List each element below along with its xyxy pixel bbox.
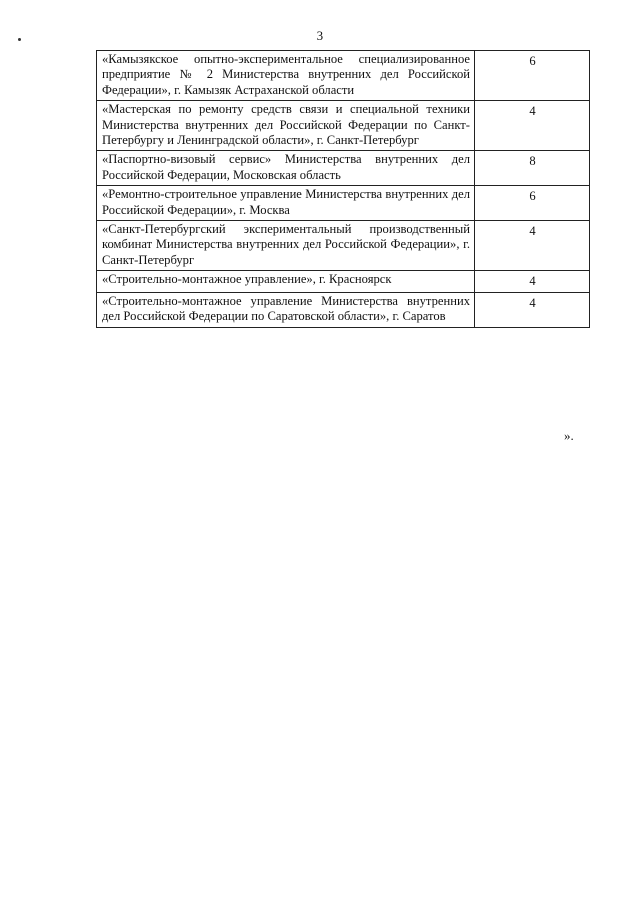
table-row	[97, 221, 590, 271]
table-row	[97, 186, 590, 221]
organization-count: 6	[475, 186, 590, 221]
organization-name: «Камызякское опытно-экспериментальное специализированное предприятие № 2 Министерства внутренних дел Российской Федерации», г. Камызяк Астраханской области	[97, 51, 475, 101]
organization-name: «Строительно-монтажное управление Министерства внутренних дел Российской Федерации по Саратовской области», г. Саратов	[97, 292, 475, 327]
organization-count: 4	[475, 292, 590, 327]
table-row	[97, 101, 590, 151]
scan-speck	[18, 38, 21, 41]
organization-count: 8	[475, 151, 590, 186]
organization-name: «Мастерская по ремонту средств связи и специальной техники Министерства внутренних дел Российской Федерации по Санкт-Петербургу и Ленинградской области», г. Санкт-Петербург	[97, 101, 475, 151]
organization-name: «Санкт-Петербургский экспериментальный производственный комбинат Министерства внутренних дел Российской Федерации», г. Санкт-Петербург	[97, 221, 475, 271]
table-row	[97, 151, 590, 186]
organization-count: 4	[475, 271, 590, 292]
organizations-table	[96, 50, 590, 328]
table-row	[97, 51, 590, 101]
organization-name: «Ремонтно-строительное управление Министерства внутренних дел Российской Федерации», г. Москва	[97, 186, 475, 221]
organization-count: 4	[475, 221, 590, 271]
table-row	[97, 271, 590, 292]
organization-count: 6	[475, 51, 590, 101]
organization-count: 4	[475, 101, 590, 151]
organization-name: «Строительно-монтажное управление», г. Красноярск	[97, 271, 475, 292]
organization-name: «Паспортно-визовый сервис» Министерства внутренних дел Российской Федерации, Московская область	[97, 151, 475, 186]
table-row	[97, 292, 590, 327]
page-number: 3	[316, 28, 324, 43]
closing-quote: ».	[564, 428, 574, 443]
